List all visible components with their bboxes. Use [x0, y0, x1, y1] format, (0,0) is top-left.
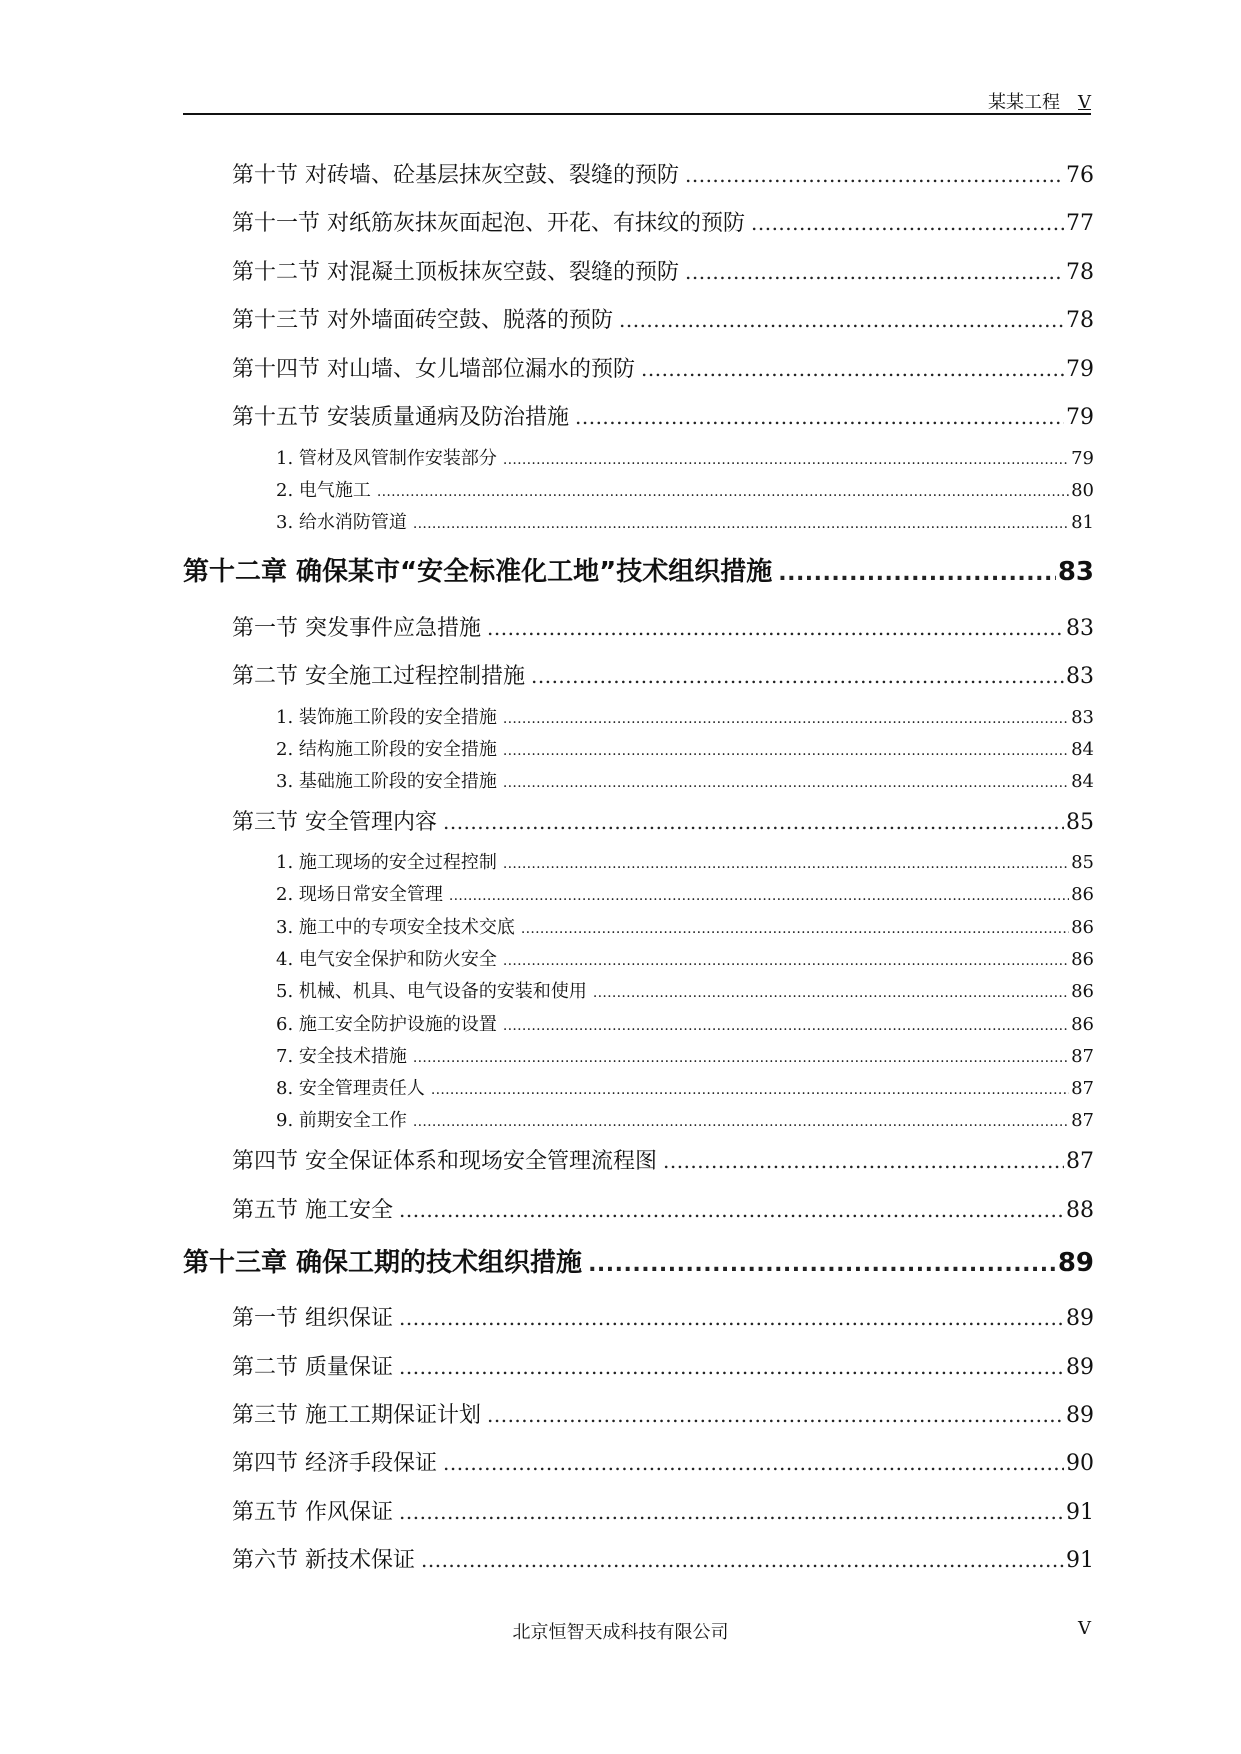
toc-item-entry[interactable]: 9. 前期安全工作 ..... 87	[276, 1106, 1094, 1132]
toc-section-entry[interactable]: 第三节 安全管理内容 ..... 85	[232, 805, 1094, 835]
toc-section-entry[interactable]: 第十四节 对山墙、女儿墙部位漏水的预防 ..... 79	[232, 352, 1094, 382]
header-page-number: V	[1078, 92, 1091, 113]
toc-chapter-entry[interactable]: 第十三章 确保工期的技术组织措施 ..... 89	[183, 1242, 1094, 1278]
footer-page-number: V	[1078, 1618, 1091, 1639]
toc-section-entry[interactable]: 第四节 经济手段保证 ..... 90	[232, 1446, 1094, 1476]
footer-company: 北京恒智天成科技有限公司	[512, 1622, 729, 1643]
toc-item-entry[interactable]: 7. 安全技术措施 ..... 87	[276, 1042, 1094, 1068]
toc-section-entry[interactable]: 第五节 作风保证 ..... 91	[232, 1495, 1094, 1525]
header-rule	[183, 113, 1091, 115]
toc-section-entry[interactable]: 第十二节 对混凝土顶板抹灰空鼓、裂缝的预防 ..... 78	[232, 255, 1094, 285]
toc-section-entry[interactable]: 第六节 新技术保证 ..... 91	[232, 1543, 1094, 1573]
toc-section-entry[interactable]: 第三节 施工工期保证计划 ..... 89	[232, 1398, 1094, 1428]
toc-item-entry[interactable]: 3. 基础施工阶段的安全措施 ..... 84	[276, 767, 1094, 793]
toc-section-entry[interactable]: 第二节 安全施工过程控制措施 ..... 83	[232, 659, 1094, 689]
toc-section-entry[interactable]: 第十一节 对纸筋灰抹灰面起泡、开花、有抹纹的预防 ..... 77	[232, 206, 1094, 236]
toc-section-entry[interactable]: 第十节 对砖墙、砼基层抹灰空鼓、裂缝的预防 ..... 76	[232, 158, 1094, 188]
header-title: 某某工程	[988, 92, 1060, 113]
toc-section-entry[interactable]: 第二节 质量保证 ..... 89	[232, 1350, 1094, 1380]
page-header	[988, 88, 1091, 114]
toc-item-entry[interactable]: 8. 安全管理责任人 ..... 87	[276, 1074, 1094, 1100]
toc-section-entry[interactable]: 第十五节 安装质量通病及防治措施 ..... 79	[232, 400, 1094, 430]
toc-section-entry[interactable]: 第四节 安全保证体系和现场安全管理流程图 ..... 87	[232, 1144, 1094, 1174]
toc-chapter-entry[interactable]: 第十二章 确保某市“安全标准化工地”技术组织措施 ..... 83	[183, 551, 1094, 587]
toc-item-entry[interactable]: 3. 给水消防管道 ..... 81	[276, 508, 1094, 534]
toc-item-entry[interactable]: 2. 电气施工 ..... 80	[276, 476, 1094, 502]
toc-item-entry[interactable]: 6. 施工安全防护设施的设置 ..... 86	[276, 1010, 1094, 1036]
toc-item-entry[interactable]: 1. 管材及风管制作安装部分 ..... 79	[276, 444, 1094, 470]
toc-item-entry[interactable]: 2. 结构施工阶段的安全措施 ..... 84	[276, 735, 1094, 761]
toc-section-entry[interactable]: 第一节 组织保证 ..... 89	[232, 1301, 1094, 1331]
toc-section-entry[interactable]: 第十三节 对外墙面砖空鼓、脱落的预防 ..... 78	[232, 303, 1094, 333]
toc-item-entry[interactable]: 3. 施工中的专项安全技术交底 ..... 86	[276, 913, 1094, 939]
toc-item-entry[interactable]: 5. 机械、机具、电气设备的安装和使用 ..... 86	[276, 977, 1094, 1003]
toc-item-entry[interactable]: 2. 现场日常安全管理 ..... 86	[276, 880, 1094, 906]
toc-item-entry[interactable]: 1. 装饰施工阶段的安全措施 ..... 83	[276, 703, 1094, 729]
toc-section-entry[interactable]: 第一节 突发事件应急措施 ..... 83	[232, 611, 1094, 641]
toc-item-entry[interactable]: 1. 施工现场的安全过程控制 ..... 85	[276, 848, 1094, 874]
toc-section-entry[interactable]: 第五节 施工安全 ..... 88	[232, 1193, 1094, 1223]
toc-item-entry[interactable]: 4. 电气安全保护和防火安全 ..... 86	[276, 945, 1094, 971]
